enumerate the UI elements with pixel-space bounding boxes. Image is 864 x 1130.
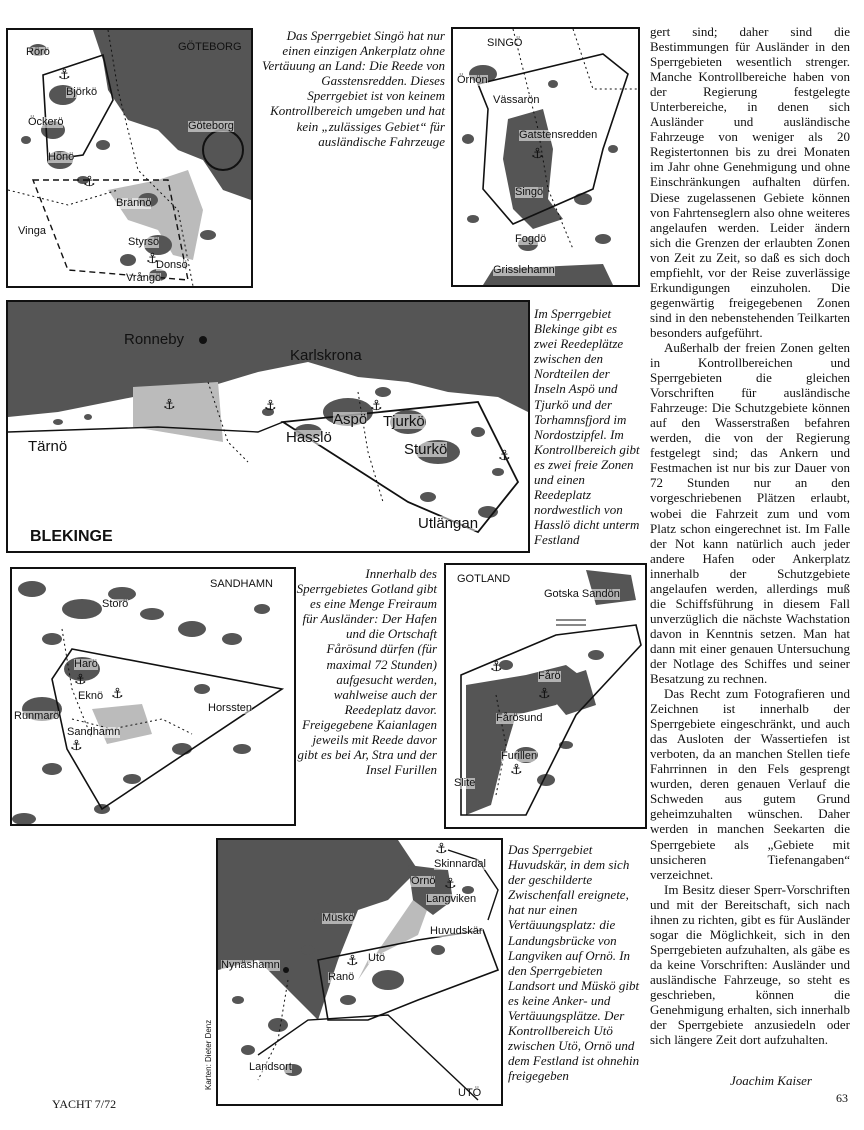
map-title: BLEKINGE — [30, 528, 113, 545]
caption-text: Innerhalb des Sperrgebietes Gotland gibt es eine Menge Freiraum für Ausländer: Der Hafen und die Ortschaft Fårösund dürfen (für maximal 72 Stunden) aufgesucht werden, wahlweise auch der Reedeplatz davor. Freigegebene Kaianlagen jeweils mit Reede davor gibt es bei Ar, Stra und der Insel Furillen — [296, 566, 437, 778]
place-label: Skinnardal — [434, 858, 486, 870]
paragraph: gert sind; daher sind die Bestimmungen für Ausländer in den Sperrgebieten wesentlich strenger. Manche Kontrollbereiche haben von der Regierung festgelegte Unterbereiche, in denen sich Ausländer und ausländische Fahrzeuge von weniger als 20 Registertonnen bis zu drei Monaten im Jahr ohne Genehmigung und ohne Einschränkungen aufhalten dürfen. Diese zugelassenen Gebiete können von Fahrtenseglern also ohne weiteres angelaufen werden. Leider ändern sich die Grenzen der erlaubten Zonen von Zeit zu Zeit, so daß es sich doch empfiehlt, vor der Reise zuverlässige Erkundigungen einzuholen. Die gegenwärtig freigegebenen Zonen sind in den nebenstehenden Teilkarten besonders aufgeführt. — [650, 24, 850, 340]
place-label: Müskö — [322, 912, 355, 924]
place-label: Göteborg — [188, 120, 234, 132]
place-label: Donsö — [156, 259, 188, 271]
anchor-icon: ⚓ — [490, 659, 503, 675]
map-blekinge — [6, 300, 530, 553]
place-label: Gotska Sandön — [544, 588, 620, 600]
map-singo — [451, 27, 640, 287]
paragraph: Im Besitz dieser Sperr-Vorschriften und mit der Bereitschaft, sich nach ihnen zu richten, gibt es für Ausländer sogar die Möglichkeit, sich in den Sperrgebieten aufzuhalten, als gäbe es da keine Vorschriften: Ausländer und ausländische Fahrzeuge, so steht es geschrieben, können die Genehmigung erhalten, sich innerhalb der Sperrgebiete anzusiedeln oder sich längere Zeit dort aufzuhalten. — [650, 881, 850, 1048]
place-label: Langviken — [426, 893, 477, 905]
map-goteborg — [6, 28, 253, 288]
caption-text: Das Sperrgebiet Huvudskär, in dem sich der geschilderte Zwischenfall ereignete, hat nur einen Vertäuungsplatz: die Landungsbrücke von Langviken auf Ornö. In den Sperrgebieten Landsort und Müskö gibt es keine Anker- und Vertäuungsplätze. Der Kontrollbereich Utö zwischen Utö, Ornö und dem Festland ist ohnehin freigegeben — [508, 842, 640, 1084]
paragraph: Außerhalb der freien Zonen gelten in Kontrollbereichen und Sperrgebieten die gleichen Vorschriften für ausländische Fahrzeuge: Die Schutzgebiete können auf den Wasserstraßen befahren werden, die von der Regierung festgelegt sind; das Ankern und Festmachen ist nur bis zur Dauer von 72 Stunden nur an den vorgeschriebenen Plätzen erlaubt, wobei die Fahrzeit zum und vom Platz schon eingerechnet ist. Im Falle der Not kann natürlich auch jeder andere Hafen oder Ankerplatz innerhalb der Schutzgebiete angelaufen werden, allerdings muß die Schiffsführung in diesem Fall unverzüglich die nächste Wachstation davon in Kenntnis setzen. Man hat dann mit einer genauen Untersuchung der Notlage des Schiffes und seiner Besatzung zu rechnen. — [650, 339, 850, 687]
caption-text: Im Sperrgebiet Blekinge gibt es zwei Reedeplätze zwischen den Nordteilen der Inseln Aspö und Tjurkö und der Torhamnsfjord im Nordostzipfel. Im Kontrollbereich gibt es zwei freie Zonen und einen Reedeplatz nordwestlich von Hasslö dicht unterm Festland — [534, 306, 640, 548]
caption-blekinge — [534, 306, 640, 548]
place-label: Fogdö — [515, 233, 547, 245]
place-label: Huvudskär — [430, 925, 483, 937]
place-label: Öckerö — [28, 116, 64, 128]
anchor-icon: ⚓ — [538, 686, 551, 702]
place-label: Storö — [102, 598, 129, 610]
paragraph: Das Recht zum Fotografieren und Zeichnen ist innerhalb der Sperrgebiete eingeschränkt, und auch das Ausloten der Wassertiefen ist verboten, da an manchen Stellen tiefe Fahrrinnen in den Fels gesprengt wurden, deren genauen Verlauf die Schweden aus gutem Grund geheimzuhalten wünschen. Daher werden in manchen Seekarten die Sperrgebiete als „Gebiete mit unsicheren Tiefenangaben“ verzeichnet. — [650, 686, 850, 882]
anchor-icon: ⚓ — [498, 448, 511, 464]
anchor-icon: ⚓ — [435, 841, 448, 857]
place-label: Vinga — [18, 225, 46, 237]
anchor-icon: ⚓ — [346, 953, 359, 969]
place-label: Harö — [74, 658, 98, 670]
anchor-icon: ⚓ — [370, 398, 383, 414]
place-label: Slite — [454, 777, 476, 789]
place-label: Singö — [515, 186, 544, 198]
anchor-icon: ⚓ — [70, 738, 83, 754]
place-label: Grisslehamn — [493, 264, 555, 276]
place-label: Vässarön — [493, 94, 540, 106]
place-label: Ranö — [328, 971, 355, 983]
anchor-icon: ⚓ — [531, 146, 544, 162]
map-huvudskar — [216, 838, 503, 1106]
place-label: Fårösund — [496, 712, 543, 724]
map-gotland — [444, 563, 647, 829]
place-label: Aspö — [333, 411, 368, 428]
place-label: Furillen — [501, 750, 538, 762]
anchor-icon: ⚓ — [264, 398, 277, 414]
place-label: Brännö — [116, 197, 152, 209]
place-label: Björkö — [66, 86, 98, 98]
place-label: Eknö — [78, 690, 104, 702]
anchor-icon: ⚓ — [111, 686, 124, 702]
anchor-icon: ⚓ — [510, 762, 523, 778]
map-blekinge-drawing — [8, 302, 528, 551]
place-label: Örnön — [457, 74, 488, 86]
place-label: Fårö — [538, 670, 561, 682]
footer-magazine: YACHT 7/72 — [52, 1097, 117, 1111]
place-label: Utlängan — [418, 515, 479, 532]
map-credit: Karten: Dieter Denz — [204, 1019, 213, 1090]
place-label: Tjurkö — [383, 413, 425, 430]
place-label: Sandhamn — [67, 726, 121, 738]
place-label: Hasslö — [286, 429, 332, 446]
place-label: Ronneby — [124, 331, 185, 348]
place-label: Karlskrona — [290, 347, 362, 364]
caption-singo — [258, 28, 445, 149]
caption-text: Das Sperrgebiet Singö hat nur einen einzigen Ankerplatz ohne Vertäuung an Land: Die Reede von Gasstensredden. Dieses Sperrgebiet ist von keinem Kontrollbereich umgeben und hat kein „zulässiges Gebiet“ für ausländische Fahrzeuge — [261, 28, 445, 149]
map-title: GÖTEBORG — [178, 41, 242, 53]
place-label: Horssten — [208, 702, 253, 714]
place-label: Rörö — [26, 46, 50, 58]
anchor-icon: ⚓ — [444, 876, 457, 892]
map-sandhamn-drawing — [12, 569, 294, 824]
map-title: UTÖ — [458, 1087, 482, 1099]
author-signature: Joachim Kaiser — [730, 1073, 812, 1088]
map-singo-drawing — [453, 29, 638, 285]
caption-huvudskar — [508, 842, 640, 1084]
map-sandhamn — [10, 567, 296, 826]
place-label: Tärnö — [28, 438, 68, 455]
place-label: Nynäshamn — [221, 959, 280, 971]
anchor-icon: ⚓ — [83, 174, 96, 190]
map-title: SINGÖ — [487, 37, 523, 49]
map-title: GOTLAND — [457, 573, 511, 585]
place-label: Hönö — [48, 151, 75, 163]
anchor-icon: ⚓ — [163, 397, 176, 413]
anchor-icon: ⚓ — [58, 67, 71, 83]
caption-gotland — [296, 566, 437, 777]
page-number: 63 — [836, 1091, 848, 1105]
map-title: SANDHAMN — [210, 578, 273, 590]
place-label: Landsort — [249, 1061, 292, 1073]
place-label: Vrångö — [126, 272, 162, 284]
article-column — [650, 24, 850, 1047]
place-label: Sturkö — [404, 441, 448, 458]
anchor-icon: ⚓ — [146, 251, 159, 267]
place-label: Gatstensredden — [519, 129, 598, 141]
place-label: Utö — [368, 952, 386, 964]
place-label: Ornö — [411, 875, 436, 887]
anchor-icon: ⚓ — [74, 672, 87, 688]
place-label: Runmarö — [14, 710, 60, 722]
place-label: Styrsö — [128, 236, 160, 248]
